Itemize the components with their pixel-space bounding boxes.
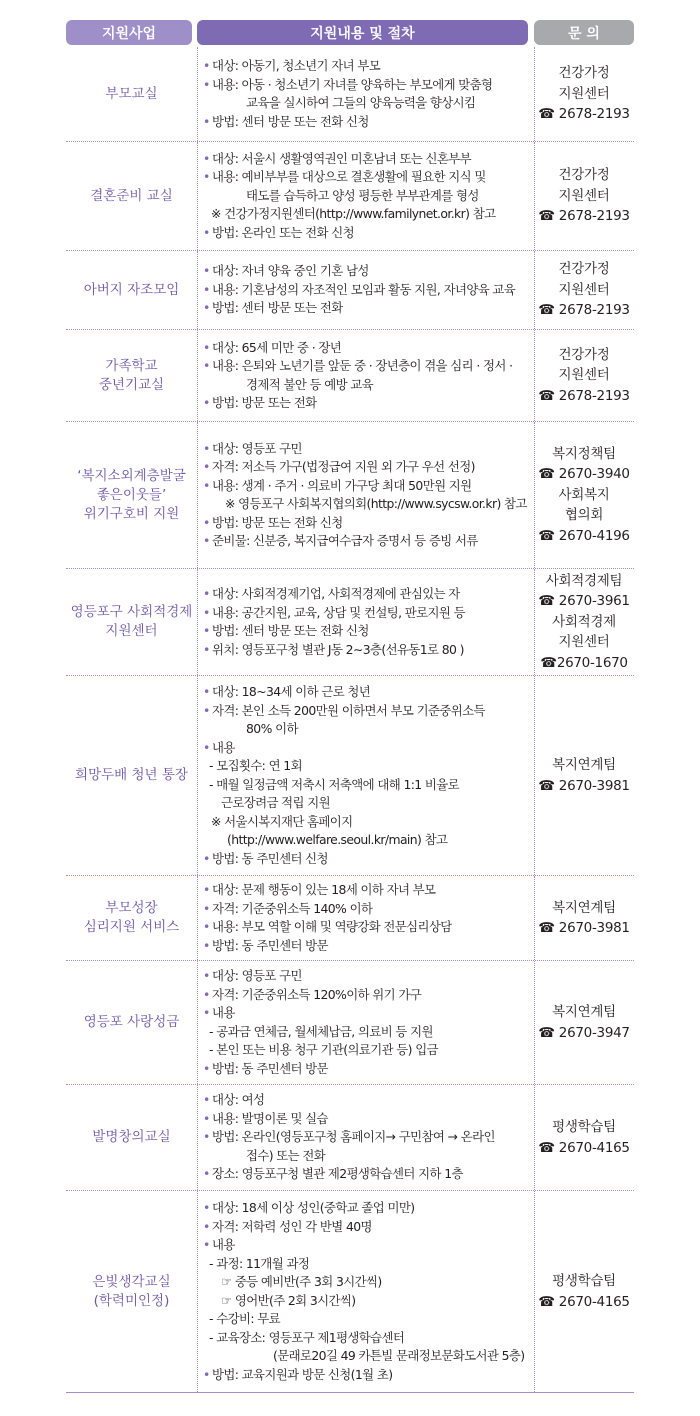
detail-bullet-line: • 내용: 아동 · 청소년기 자녀를 양육하는 부모에게 맞춤형 <box>203 76 534 95</box>
program-details <box>197 330 534 421</box>
contact-team: 지원센터 <box>558 187 610 204</box>
program-name-line: 가족학교 <box>105 357 158 374</box>
program-name-line: 결혼준비 교실 <box>90 187 173 204</box>
program-name-line: 좋은이웃들’ <box>96 486 167 503</box>
program-name <box>66 1191 197 1392</box>
detail-bullet-line: • 방법: 교육지원과 방문 신청(1월 초) <box>203 1366 534 1385</box>
program-name <box>66 676 197 875</box>
contact-info <box>534 422 634 568</box>
phone-number: ☎ 2678-2193 <box>538 106 630 123</box>
detail-bullet-line: • 대상: 영등포 구민 <box>203 967 534 986</box>
detail-line: (문래로20길 49 카튼빌 문래정보문화도서관 5층) <box>273 1348 525 1363</box>
detail-bullet-line: • 내용: 부모 역할 이해 및 역량강화 전문심리상담 <box>203 918 534 937</box>
contact-team: 평생학습팀 <box>552 1273 616 1289</box>
header-content: 지원내용 및 절차 <box>197 20 528 45</box>
detail-line: 태도를 습득하고 양성 평등한 부부관계를 형성 <box>246 187 479 203</box>
column-divider <box>534 47 535 141</box>
detail-bullet-line: • 방법: 동 주민센터 방문 <box>203 1060 534 1079</box>
program-name-line: 부모교실 <box>105 85 158 102</box>
program-details <box>197 47 534 141</box>
contact-team: 복지연계팀 <box>552 757 616 773</box>
column-divider <box>197 142 198 250</box>
contact-team: 사회적경제팀 <box>545 572 623 589</box>
detail-bullet-line: • 자격: 기준중위소득 140% 이하 <box>203 900 534 919</box>
program-name <box>66 569 197 675</box>
table-row <box>66 47 634 142</box>
program-name <box>66 330 197 421</box>
contact-info <box>534 251 634 329</box>
detail-bullet-line: • 내용: 예비부부를 대상으로 결혼생활에 필요한 지식 및 <box>203 168 534 187</box>
detail-line: - 수강비: 무료 <box>209 1311 280 1326</box>
detail-bullet-line: • 방법: 방문 또는 전화 신청 <box>203 514 534 533</box>
contact-team: 협의회 <box>564 507 604 524</box>
column-divider <box>197 676 198 875</box>
detail-line: 접수) 또는 전화 <box>246 1147 326 1163</box>
detail-bullet-line: • 대상: 18세 이상 성인(중학교 졸업 미만) <box>203 1199 534 1218</box>
contact-team: 지원센터 <box>558 634 610 651</box>
contact-team: 건강가정 <box>558 65 610 82</box>
detail-bullet-line: • 방법: 동 주민센터 방문 <box>203 937 534 956</box>
column-divider <box>534 569 535 675</box>
contact-info <box>534 961 634 1084</box>
program-name <box>66 876 197 960</box>
program-name-line: 은빛생각교실 <box>92 1273 171 1290</box>
program-details <box>197 569 534 675</box>
contact-team: 건강가정 <box>558 346 610 363</box>
phone-number: ☎ 2670-3947 <box>538 1024 630 1041</box>
program-name-line: 희망두배 청년 통장 <box>75 767 188 783</box>
header-contact: 문 의 <box>534 20 634 45</box>
phone-number: ☎ 2670-3981 <box>538 777 630 794</box>
detail-line: (http://www.welfare.seoul.kr/main) 참고 <box>227 832 448 847</box>
contact-team: 사회복지 <box>558 486 610 503</box>
detail-line: 교육을 실시하여 그들의 양육능력을 향상시킴 <box>246 95 476 110</box>
program-name <box>66 1085 197 1190</box>
program-details <box>197 1191 534 1392</box>
column-divider <box>534 961 535 1084</box>
table-row <box>66 876 634 961</box>
column-divider <box>534 330 535 421</box>
program-details <box>197 1085 534 1190</box>
detail-bullet-line: • 준비물: 신분증, 복지급여수급자 증명서 등 증빙 서류 <box>203 532 534 551</box>
phone-number: ☎ 2678-2193 <box>538 208 630 225</box>
table-row <box>66 251 634 330</box>
program-name-line: 부모성장 <box>105 900 158 916</box>
contact-team: 평생학습팀 <box>552 1119 616 1135</box>
table-row <box>66 1085 634 1191</box>
detail-bullet-line: • 내용: 생계 · 주거 · 의료비 가구당 최대 50만원 지원 <box>203 477 534 496</box>
contact-info <box>534 47 634 141</box>
detail-bullet-line: • 대상: 18~34세 이하 근로 청년 <box>203 683 534 702</box>
detail-line: - 교육장소: 영등포구 제1평생학습센터 <box>209 1329 405 1345</box>
contact-info <box>534 330 634 421</box>
phone-number: ☎ 2670-4165 <box>538 1293 630 1310</box>
detail-line: - 과정: 11개월 과정 <box>209 1255 310 1271</box>
detail-bullet-line: • 방법: 방문 또는 전화 <box>203 394 534 413</box>
detail-bullet-line: • 장소: 영등포구청 별관 제2평생학습센터 지하 1층 <box>203 1165 534 1184</box>
phone-number: ☎ 2670-4196 <box>538 527 630 544</box>
contact-team: 지원센터 <box>558 85 610 102</box>
contact-team: 건강가정 <box>558 261 610 278</box>
detail-line: - 공과금 연체금, 월세체납금, 의료비 등 지원 <box>209 1023 433 1039</box>
detail-line: ※ 서울시복지재단 홈페이지 <box>211 813 353 829</box>
detail-bullet-line: • 대상: 사회적경제기업, 사회적경제에 관심있는 자 <box>203 585 534 604</box>
program-details <box>197 422 534 568</box>
table-row <box>66 961 634 1085</box>
detail-bullet-line: • 방법: 온라인(영등포구청 홈페이지→ 구민참여 → 온라인 <box>203 1128 534 1147</box>
program-details <box>197 876 534 960</box>
contact-team: 지원센터 <box>558 367 610 384</box>
detail-bullet-line: • 자격: 본인 소득 200만원 이하면서 부모 기준중위소득 <box>203 702 534 721</box>
column-divider <box>197 47 198 141</box>
detail-bullet-line: • 내용 <box>203 1236 534 1255</box>
contact-info <box>534 876 634 960</box>
detail-bullet-line: • 대상: 문제 행동이 있는 18세 이하 자녀 부모 <box>203 881 534 900</box>
program-name-line: 중년기교실 <box>98 376 165 393</box>
phone-number: ☎2670-1670 <box>540 654 628 671</box>
phone-number: ☎ 2678-2193 <box>538 302 630 319</box>
detail-bullet-line: • 내용 <box>203 739 534 758</box>
phone-number: ☎ 2678-2193 <box>538 387 630 404</box>
detail-line: - 본인 또는 비용 청구 기관(의료기관 등) 입금 <box>209 1042 438 1057</box>
program-details <box>197 251 534 329</box>
column-divider <box>197 330 198 421</box>
program-name-line: (학력미인정) <box>93 1292 170 1309</box>
column-divider <box>197 876 198 960</box>
program-details <box>197 676 534 875</box>
detail-line: 80% 이하 <box>246 721 298 736</box>
program-name-line: 발명창의교실 <box>92 1129 171 1145</box>
column-divider <box>534 1191 535 1392</box>
program-name-line: ‘복지소외계층발굴 <box>77 467 186 484</box>
program-name-line: 영등포구 사회적경제 <box>70 604 193 620</box>
phone-number: ☎ 2670-4165 <box>538 1139 630 1156</box>
contact-team: 건강가정 <box>558 167 610 184</box>
detail-bullet-line: • 대상: 자녀 양육 중인 기혼 남성 <box>203 262 534 281</box>
detail-bullet-line: • 방법: 센터 방문 또는 전화 신청 <box>203 622 534 641</box>
table-row <box>66 142 634 251</box>
program-name <box>66 142 197 250</box>
program-name-line: 아버지 자조모임 <box>83 281 180 298</box>
column-divider <box>197 961 198 1084</box>
table-row <box>66 569 634 676</box>
contact-team: 지원센터 <box>558 281 610 298</box>
column-divider <box>197 569 198 675</box>
program-name-line: 영등포 사랑성금 <box>83 1014 180 1030</box>
contact-team: 복지정책팀 <box>552 445 616 462</box>
table-row <box>66 1191 634 1393</box>
detail-bullet-line: • 방법: 동 주민센터 신청 <box>203 850 534 869</box>
detail-bullet-line: • 자격: 기준중위소득 120%이하 위기 가구 <box>203 986 534 1005</box>
column-divider <box>197 251 198 329</box>
detail-line: ☞ 영어반(주 2회 3시간씩) <box>221 1292 356 1308</box>
contact-team: 사회적경제 <box>552 613 616 630</box>
detail-line: 경제적 불안 등 예방 교육 <box>246 376 374 392</box>
contact-info <box>534 1191 634 1392</box>
program-name <box>66 47 197 141</box>
column-divider <box>534 142 535 250</box>
detail-bullet-line: • 방법: 온라인 또는 전화 신청 <box>203 224 534 243</box>
program-name <box>66 422 197 568</box>
program-name <box>66 961 197 1084</box>
contact-info <box>534 1085 634 1190</box>
table-row <box>66 330 634 422</box>
program-details <box>197 961 534 1084</box>
detail-bullet-line: • 방법: 센터 방문 또는 전화 <box>203 299 534 318</box>
column-divider <box>534 876 535 960</box>
column-divider <box>534 1085 535 1190</box>
phone-number: ☎ 2670-3981 <box>538 920 630 936</box>
phone-number: ☎ 2670-3940 <box>538 466 630 483</box>
contact-info <box>534 142 634 250</box>
detail-bullet-line: • 대상: 65세 미만 중 · 장년 <box>203 339 534 358</box>
detail-bullet-line: • 자격: 저학력 성인 각 반별 40명 <box>203 1218 534 1237</box>
detail-bullet-line: • 위치: 영등포구청 별관 J동 2∼3층(선유동1로 80 ) <box>203 641 534 660</box>
detail-bullet-line: • 대상: 영등포 구민 <box>203 440 534 459</box>
detail-line: ※ 영등포구 사회복지협의회(http://www.sycsw.or.kr) 참고 <box>225 496 527 511</box>
detail-line: - 모집횟수: 연 1회 <box>209 758 302 773</box>
detail-bullet-line: • 대상: 서울시 생활영역권인 미혼남녀 또는 신혼부부 <box>203 150 534 169</box>
contact-team: 복지연계팀 <box>552 1004 616 1020</box>
column-divider <box>534 676 535 875</box>
header-program: 지원사업 <box>66 20 192 45</box>
program-name-line: 지원센터 <box>105 623 158 639</box>
column-divider <box>197 1085 198 1190</box>
detail-line: - 매월 일정금액 저축시 저축액에 대해 1:1 비율로 <box>209 776 460 792</box>
program-details <box>197 142 534 250</box>
table-row <box>66 422 634 569</box>
contact-info <box>534 569 634 675</box>
column-divider <box>197 422 198 568</box>
program-table <box>66 47 634 1393</box>
contact-team: 복지연계팀 <box>552 899 616 916</box>
detail-bullet-line: • 내용 <box>203 1004 534 1023</box>
detail-bullet-line: • 내용: 공간지원, 교육, 상담 및 컨설팅, 판로지원 등 <box>203 604 534 623</box>
detail-bullet-line: • 내용: 은퇴와 노년기를 앞둔 중 · 장년층이 겪을 심리 · 정서 · <box>203 357 534 376</box>
detail-line: ※ 건강가정지원센터(http://www.familynet.or.kr) 참고 <box>211 206 496 222</box>
detail-line: 근로장려금 적립 지원 <box>221 795 331 810</box>
detail-bullet-line: • 자격: 저소득 가구(법정급여 지원 외 가구 우선 선정) <box>203 458 534 477</box>
detail-bullet-line: • 방법: 센터 방문 또는 전화 신청 <box>203 113 534 132</box>
contact-info <box>534 676 634 875</box>
detail-bullet-line: • 내용: 기혼남성의 자조적인 모임과 활동 지원, 자녀양육 교육 <box>203 281 534 300</box>
program-name-line: 위기구호비 지원 <box>83 505 180 522</box>
table-row <box>66 676 634 876</box>
column-divider <box>534 422 535 568</box>
program-name <box>66 251 197 329</box>
detail-bullet-line: • 대상: 여성 <box>203 1091 534 1110</box>
program-name-line: 심리지원 서비스 <box>83 919 180 935</box>
detail-line: ☞ 중등 예비반(주 3회 3시간씩) <box>221 1274 382 1289</box>
detail-bullet-line: • 내용: 발명이론 및 실습 <box>203 1110 534 1129</box>
detail-bullet-line: • 대상: 아동기, 청소년기 자녀 부모 <box>203 57 534 76</box>
phone-number: ☎ 2670-3961 <box>538 593 630 610</box>
column-divider <box>534 251 535 329</box>
column-divider <box>197 1191 198 1392</box>
